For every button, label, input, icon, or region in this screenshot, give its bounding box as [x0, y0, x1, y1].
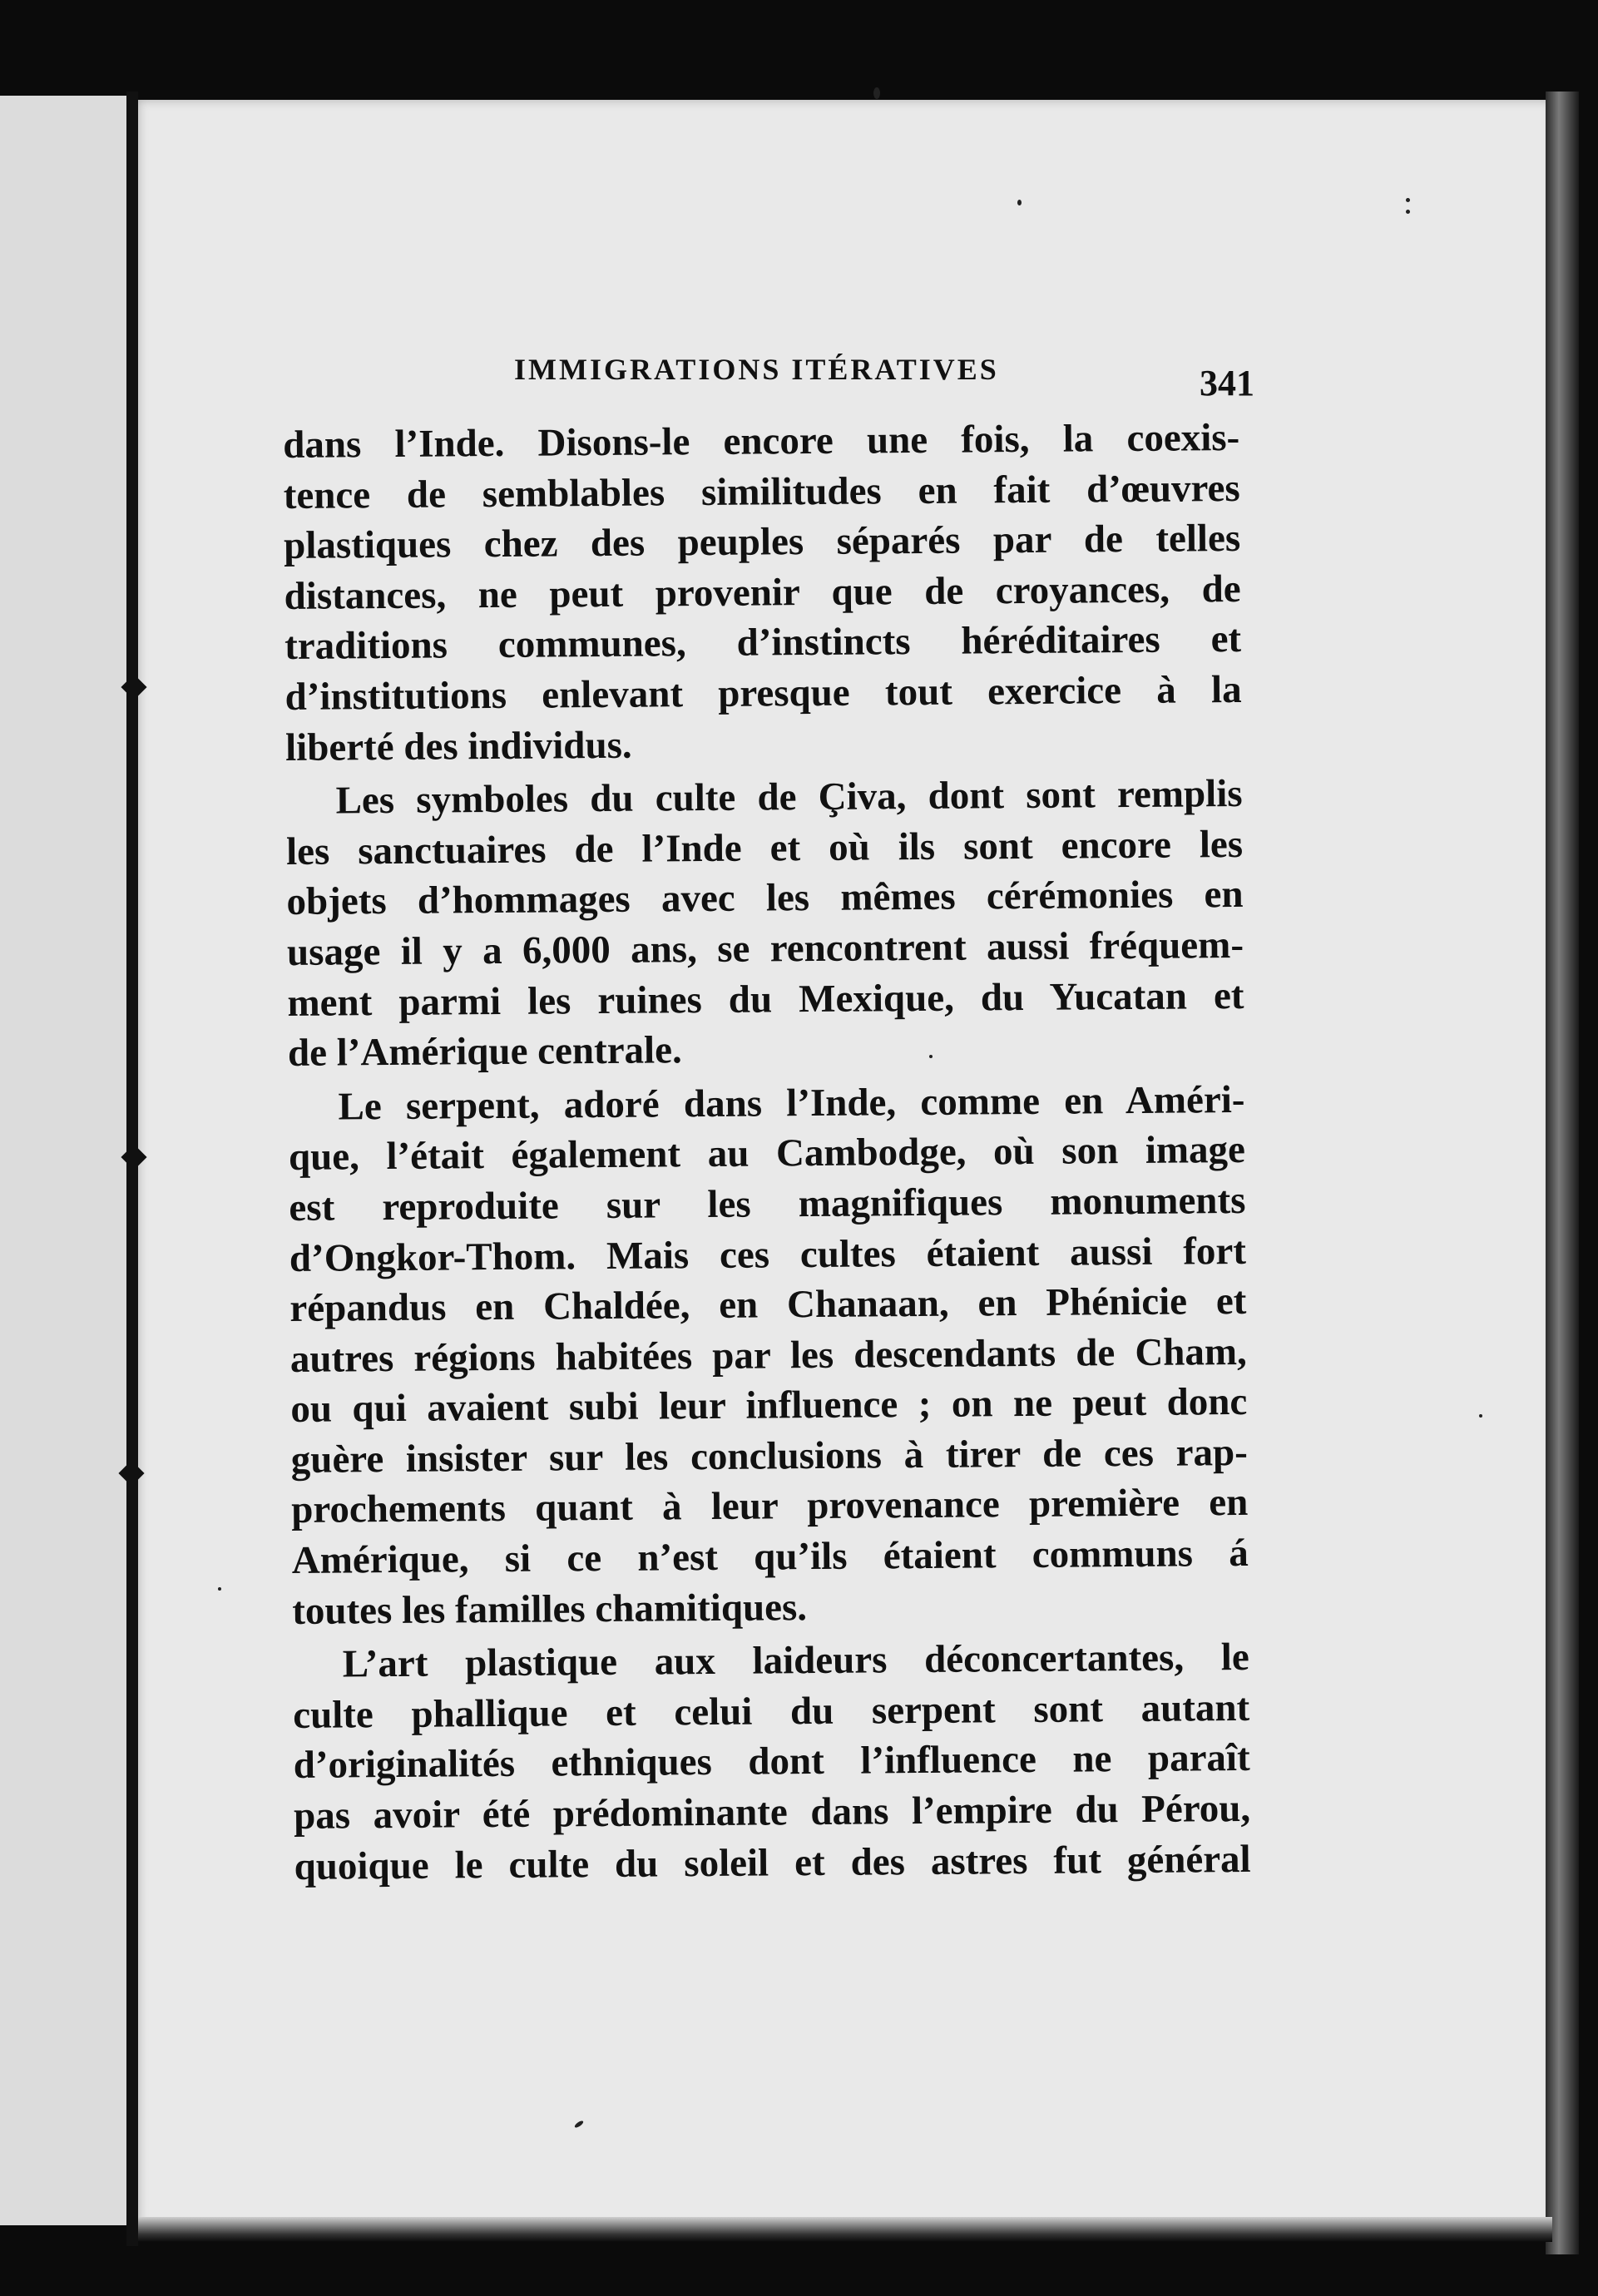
text-line: que, l’était également au Cambodge, où son image: [288, 1128, 1246, 1180]
text-line: plastiques chez des peuples séparés par de telles: [283, 517, 1241, 568]
text-line: d’originalités ethniques dont l’influence ne paraît: [293, 1736, 1250, 1788]
page-header: [514, 345, 1254, 403]
text-line: L’art plastique aux laideurs déconcertantes, le: [342, 1635, 1249, 1686]
text-line: ou qui avaient subi leur influence ; on ne peut donc: [290, 1380, 1248, 1432]
text-line: d’institutions enlevant presque tout exercice à la: [284, 667, 1242, 719]
text-line: liberté des individus.: [284, 723, 632, 769]
text-line: pas avoir été prédominante dans l’empire du Pérou,: [293, 1786, 1251, 1838]
text-line: Le serpent, adoré dans l’Inde, comme en Améri-: [338, 1077, 1245, 1129]
text-line: de l’Amérique centrale.: [287, 1028, 682, 1076]
page-bottom-edge: [138, 2217, 1552, 2242]
text-line: distances, ne peut provenir que de croyances, de: [284, 567, 1241, 618]
text-line: Les symboles du culte de Çiva, dont sont remplis: [335, 772, 1243, 823]
text-line: objets d’hommages avec les mêmes cérémonies en: [286, 873, 1244, 924]
text-line: dans l’Inde. Disons-le encore une fois, la coexis-: [283, 415, 1240, 467]
text-line: est reproduite sur les magnifiques monuments: [289, 1178, 1246, 1230]
text-line: guère insister sur les conclusions à tirer de ces rap-: [290, 1430, 1248, 1482]
text-line: culte phallique et celui du serpent sont autant: [293, 1685, 1250, 1737]
text-line: autres régions habitées par les descendants de Cham,: [289, 1329, 1248, 1381]
text-line: tence de semblables similitudes en fait d’œuvres: [283, 466, 1240, 517]
text-line: toutes les familles chamitiques.: [292, 1585, 808, 1633]
text-line: usage il y a 6,000 ans, se rencontrent aussi fréquem-: [286, 923, 1244, 974]
page-right-edge: [1546, 92, 1579, 2254]
text-line: les sanctuaires de l’Inde et où ils sont encore les: [285, 822, 1244, 873]
text-line: traditions communes, d’instincts héréditaires et: [284, 617, 1242, 669]
text-line: répandus en Chaldée, en Chanaan, en Phénicie et: [289, 1279, 1247, 1331]
body-text: [283, 413, 1251, 1892]
page-number: 341: [1200, 363, 1254, 403]
text-line: ment parmi les ruines du Mexique, du Yucatan et: [287, 973, 1244, 1025]
running-title: IMMIGRATIONS ITÉRATIVES: [514, 353, 999, 386]
previous-page-edge: [0, 96, 133, 2225]
text-line: quoique le culte du soleil et des astres fut général: [294, 1837, 1251, 1888]
text-line: prochements quant à leur provenance première en: [291, 1481, 1249, 1532]
text-line: d’Ongkor-Thom. Mais ces cultes étaient aussi fort: [289, 1229, 1247, 1280]
text-line: Amérique, si ce n’est qu’ils étaient communs á: [291, 1531, 1249, 1583]
